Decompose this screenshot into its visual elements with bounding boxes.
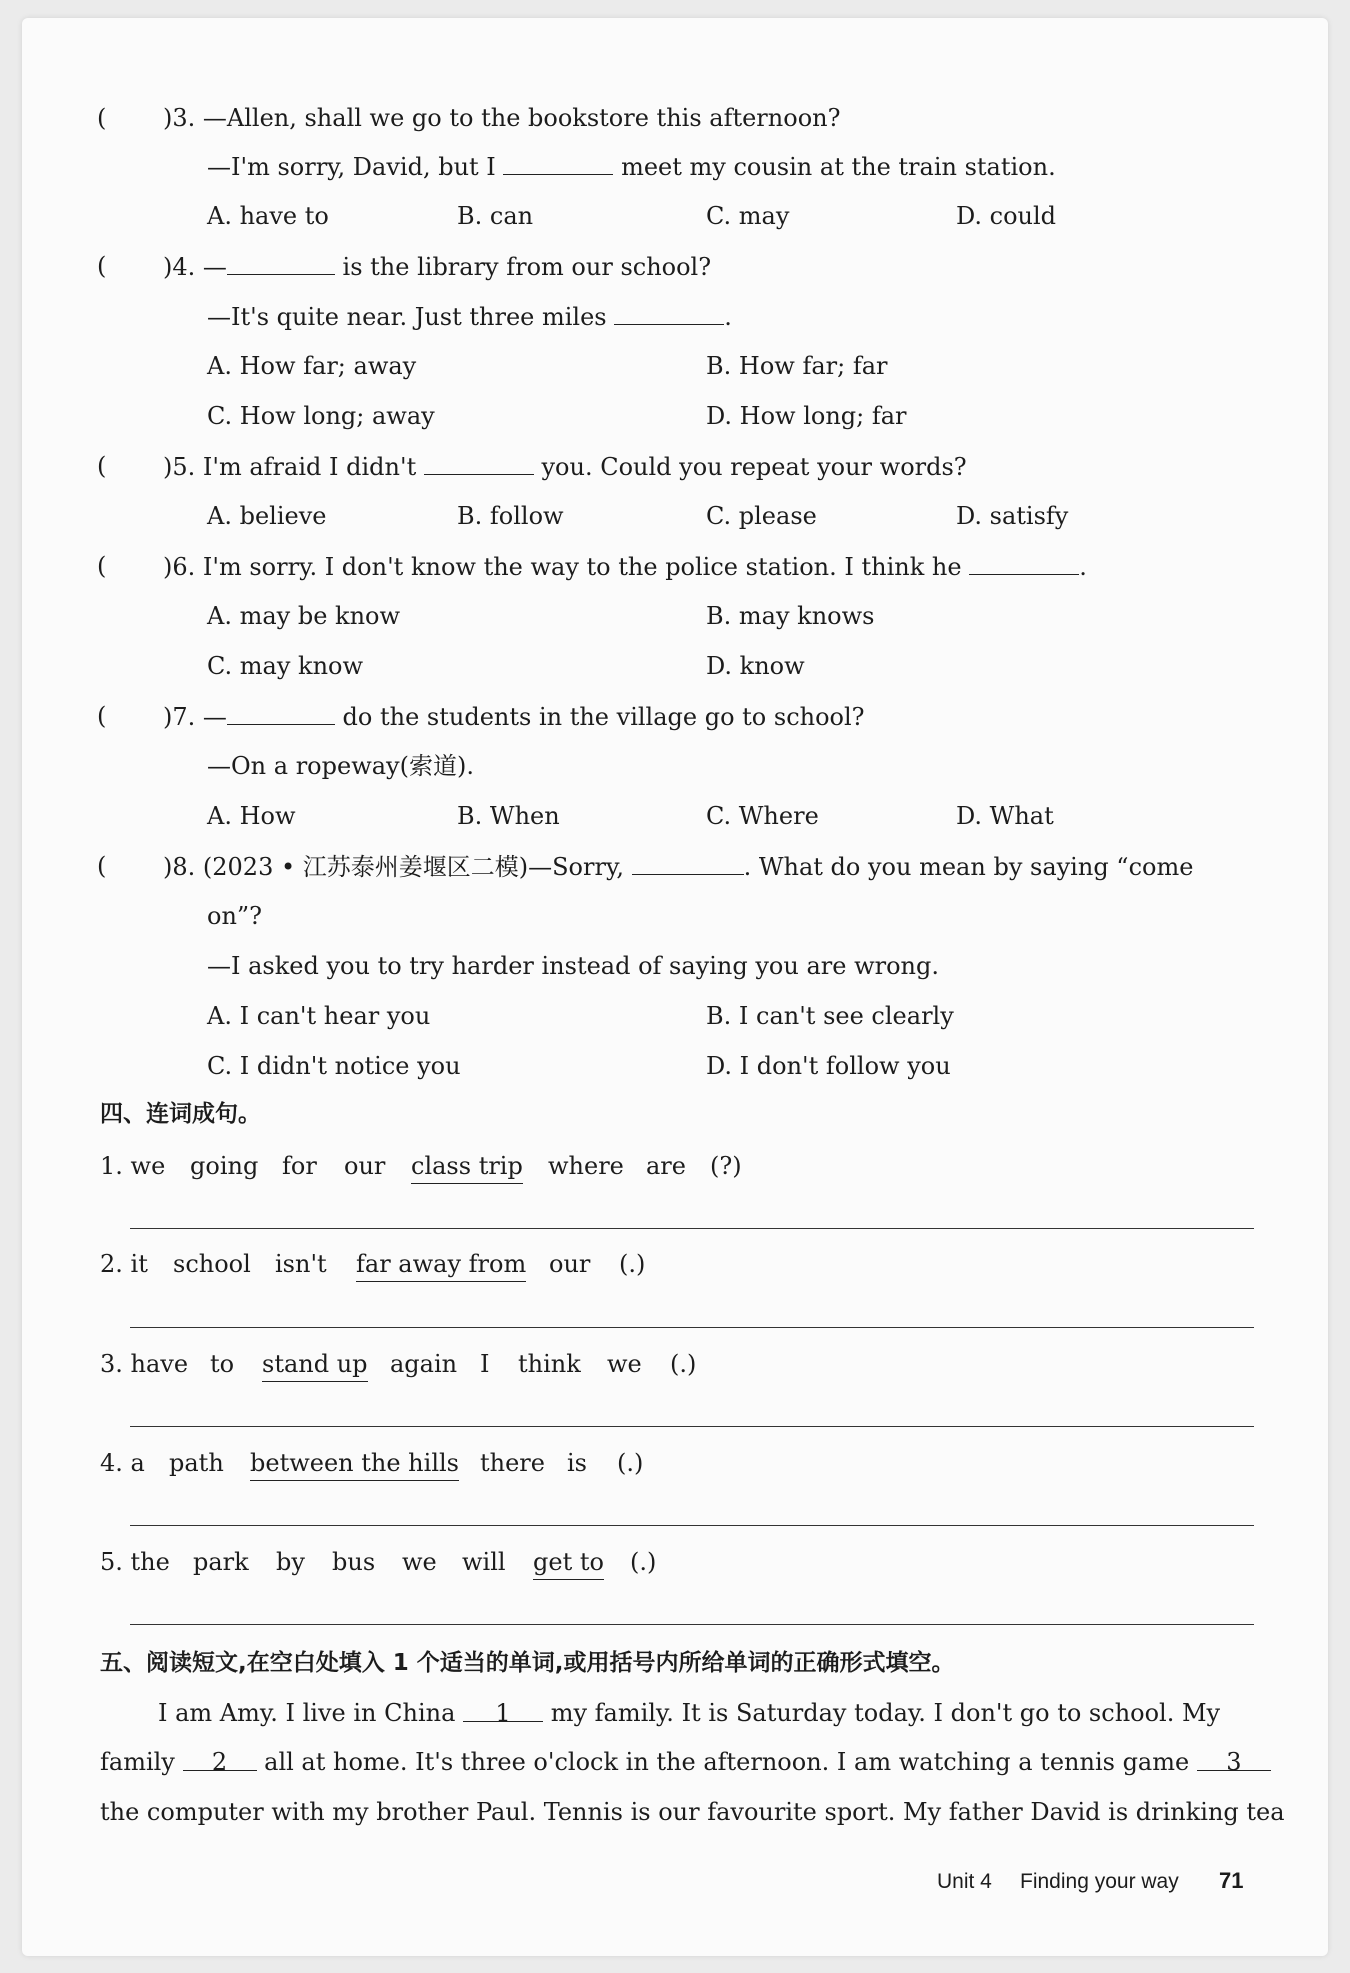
footer-title: Finding your way	[1020, 1870, 1179, 1893]
word-chip: there	[480, 1449, 545, 1477]
answer-line[interactable]	[130, 1327, 1254, 1328]
word-chip: are	[646, 1152, 686, 1180]
answer-paren: (	[97, 452, 107, 480]
q3-blank[interactable]	[503, 150, 613, 175]
q3-option-c[interactable]: C. may	[706, 202, 790, 230]
footer-unit: Unit 4	[937, 1870, 992, 1893]
q7-blank[interactable]	[227, 700, 335, 725]
word-phrase-underlined: between the hills	[250, 1447, 459, 1481]
word-chip: think	[518, 1350, 581, 1378]
word-chip: by	[276, 1548, 305, 1576]
word-phrase-underlined: get to	[533, 1546, 604, 1580]
word-chip: park	[193, 1548, 249, 1576]
answer-paren: (	[97, 252, 107, 280]
q4-option-a[interactable]: A. How far; away	[207, 352, 417, 380]
q3-option-b[interactable]: B. can	[457, 202, 534, 230]
passage-line-1: I am Amy. I live in China 1 my family. It is Saturday today. I don't go to school. My	[158, 1699, 1221, 1727]
word-chip: going	[190, 1152, 259, 1180]
section5-heading: 五、阅读短文,在空白处填入 1 个适当的单词,或用括号内所给单词的正确形式填空。	[100, 1650, 955, 1676]
word-chip: bus	[332, 1548, 376, 1576]
q8-option-c[interactable]: C. I didn't notice you	[207, 1052, 461, 1080]
answer-line[interactable]	[130, 1228, 1254, 1229]
word-chip: I	[480, 1350, 490, 1378]
q5-option-b[interactable]: B. follow	[457, 502, 564, 530]
q8-option-a[interactable]: A. I can't hear you	[207, 1002, 431, 1030]
passage-blank-1[interactable]: 1	[463, 1697, 543, 1722]
q5-option-a[interactable]: A. believe	[207, 502, 327, 530]
q3-stem: )3. —Allen, shall we go to the bookstore this afternoon?	[163, 104, 841, 132]
q5-option-d[interactable]: D. satisfy	[956, 502, 1069, 530]
page-number: 71	[1219, 1868, 1244, 1893]
q4-blank-2[interactable]	[614, 300, 724, 325]
answer-paren: (	[97, 552, 107, 580]
q5-option-c[interactable]: C. please	[706, 502, 817, 530]
word-chip: we	[607, 1350, 642, 1378]
q8-stem: )8. (2023 • 江苏泰州姜堰区二模)—Sorry, . What do you mean by saying “come	[163, 850, 1193, 883]
q6-stem: )6. I'm sorry. I don't know the way to the police station. I think he .	[163, 550, 1087, 583]
q8-reply: —I asked you to try harder instead of saying you are wrong.	[207, 952, 939, 980]
passage-blank-2[interactable]: 2	[183, 1746, 257, 1771]
word-chip: will	[462, 1548, 506, 1576]
q7-option-a[interactable]: A. How	[207, 802, 296, 830]
word-chip: 3. have	[100, 1350, 189, 1378]
q7-stem: )7. — do the students in the village go to school?	[163, 700, 865, 733]
q7-option-d[interactable]: D. What	[956, 802, 1054, 830]
q4-stem: )4. — is the library from our school?	[163, 250, 711, 283]
q8-option-d[interactable]: D. I don't follow you	[706, 1052, 951, 1080]
passage-blank-3[interactable]: 3	[1197, 1746, 1271, 1771]
q3-reply: —I'm sorry, David, but I meet my cousin at the train station.	[207, 150, 1056, 183]
word-chip: to	[210, 1350, 235, 1378]
q8-blank[interactable]	[632, 850, 744, 875]
q6-option-a[interactable]: A. may be know	[207, 602, 401, 630]
passage-line-3: the computer with my brother Paul. Tennis is our favourite sport. My father David is drinking tea	[100, 1798, 1285, 1826]
q3-option-d[interactable]: D. could	[956, 202, 1057, 230]
word-chip: we	[402, 1548, 437, 1576]
q5-blank[interactable]	[424, 450, 534, 475]
q5-stem: )5. I'm afraid I didn't you. Could you repeat your words?	[163, 450, 967, 483]
word-chip: our	[549, 1250, 591, 1278]
q7-option-c[interactable]: C. Where	[706, 802, 819, 830]
q6-blank[interactable]	[969, 550, 1079, 575]
word-chip: our	[344, 1152, 386, 1180]
q4-reply: —It's quite near. Just three miles .	[207, 300, 732, 333]
word-punct: (.)	[630, 1548, 657, 1576]
word-chip: school	[173, 1250, 251, 1278]
word-chip: for	[282, 1152, 317, 1180]
q4-blank-1[interactable]	[227, 250, 335, 275]
q6-option-d[interactable]: D. know	[706, 652, 805, 680]
word-punct: (.)	[670, 1350, 697, 1378]
word-chip: isn't	[275, 1250, 327, 1278]
q8-stem-cont: on”?	[207, 902, 263, 930]
answer-paren: (	[97, 702, 107, 730]
answer-line[interactable]	[130, 1525, 1254, 1526]
word-chip: where	[548, 1152, 624, 1180]
q4-option-b[interactable]: B. How far; far	[706, 352, 888, 380]
section4-heading: 四、连词成句。	[100, 1101, 261, 1127]
word-phrase-underlined: class trip	[411, 1150, 523, 1184]
q7-reply: —On a ropeway(索道).	[207, 752, 474, 780]
word-chip: path	[169, 1449, 224, 1477]
word-punct: (?)	[710, 1152, 742, 1180]
word-chip: 1. we	[100, 1152, 166, 1180]
q8-option-b[interactable]: B. I can't see clearly	[706, 1002, 954, 1030]
answer-line[interactable]	[130, 1624, 1254, 1625]
q4-option-c[interactable]: C. How long; away	[207, 402, 435, 430]
q3-option-a[interactable]: A. have to	[207, 202, 329, 230]
answer-line[interactable]	[130, 1426, 1254, 1427]
word-phrase-underlined: stand up	[262, 1348, 368, 1382]
q4-option-d[interactable]: D. How long; far	[706, 402, 907, 430]
q6-option-b[interactable]: B. may knows	[706, 602, 875, 630]
word-phrase-underlined: far away from	[356, 1248, 526, 1282]
answer-paren: (	[97, 852, 107, 880]
word-chip: again	[390, 1350, 458, 1378]
word-chip: 5. the	[100, 1548, 170, 1576]
q7-option-b[interactable]: B. When	[457, 802, 560, 830]
word-chip: 4. a	[100, 1449, 145, 1477]
word-chip: is	[567, 1449, 587, 1477]
answer-paren: (	[97, 104, 107, 132]
word-punct: (.)	[619, 1250, 646, 1278]
passage-line-2: family 2 all at home. It's three o'clock in the afternoon. I am watching a tennis game 3	[100, 1746, 1271, 1778]
word-punct: (.)	[617, 1449, 644, 1477]
q6-option-c[interactable]: C. may know	[207, 652, 364, 680]
word-chip: 2. it	[100, 1250, 148, 1278]
